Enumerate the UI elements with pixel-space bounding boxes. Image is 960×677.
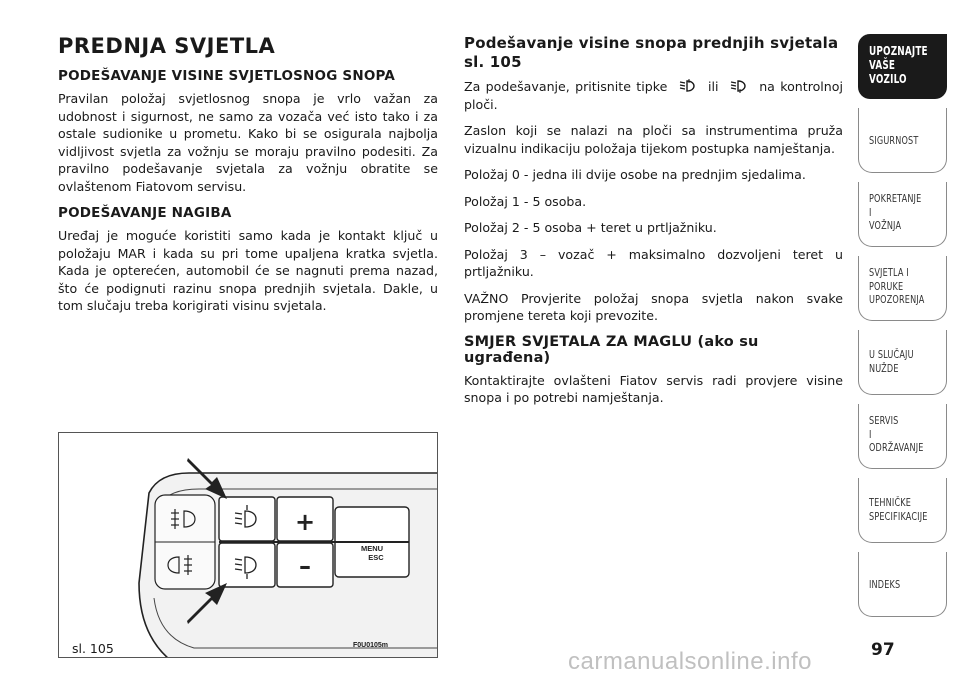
tab-tehnicke-specifikacije[interactable]: TEHNIČKE SPECIFIKACIJE [858,478,947,543]
position-3: Položaj 3 – vozač + maksimalno dozvoljeni teret u prtljažniku. [464,246,843,279]
esc-label: ESC [368,553,384,562]
tab-sigurnost[interactable]: SIGURNOST [858,108,947,173]
plus-label: + [294,508,316,536]
tab-pokretanje-i-voznja[interactable]: POKRETANJE I VOŽNJA [858,182,947,247]
tab-servis-i-odrzavanje[interactable]: SERVIS I ODRŽAVANJE [858,404,947,469]
position-0: Položaj 0 - jedna ili dvije osobe na prednjim sjedalima. [464,167,806,182]
tab-svjetla-poruke-upozorenja[interactable]: SVJETLA I PORUKE UPOZORENJA [858,256,947,321]
section-heading-tilt: PODEŠAVANJE NAGIBA [58,205,232,221]
tab-upoznajte-vase-vozilo[interactable]: UPOZNAJTE VAŠE VOZILO [858,34,947,99]
headlight-down-button[interactable] [219,543,275,587]
beam-height-paragraph: Pravilan položaj svjetlosnog snopa je vrlo važan za udobnost i sigurnost, ne samo za vozača već isto tako i za ostale sudionike u prometu. Kako bi se osigurala najbolja vidljivost svjetla za vožnju se moraju pravilno podesiti. Za pravilno podešavanje svjetala za vožnju obratite se ovlaštenom Fiatovom servisu. [58,91,438,194]
section-heading-beam-height: PODEŠAVANJE VISINE SVJETLOSNOG SNOPA [58,68,396,84]
subsection-heading-adjust: Podešavanje visine snopa prednjih svjetala sl. 105 [464,34,839,71]
figure-caption: sl. 105 [72,641,114,656]
headlight-up-icon [677,79,699,93]
right-column [464,34,843,417]
figure-code: F0U0105m [353,642,389,649]
chapter-tabs [858,34,947,626]
headlight-up-button[interactable] [219,497,275,541]
menu-label: MENU [360,544,384,553]
section-heading-fog-lights: SMJER SVJETALA ZA MAGLU (ako su ugrađena) [464,333,759,366]
control-panel-illustration [59,433,438,658]
fog-lights-paragraph: Kontaktirajte ovlašteni Fiatov servis radi provjere visine snopa i po potrebi namještanja. [464,372,843,405]
tab-indeks[interactable]: INDEKS [858,552,947,617]
figure-105 [58,432,438,658]
adjust-instruction: Za podešavanje, pritisnite tipke ili na kontrolnoj ploči. [464,79,843,112]
minus-label: – [299,552,311,580]
display-paragraph: Zaslon koji se nalazi na ploči sa instrumentima pruža vizualnu indikaciju položaja tijekom postupka namještanja. [464,123,843,156]
watermark: carmanualsonline.info [568,648,812,675]
position-2: Položaj 2 - 5 osoba + teret u prtljažniku. [464,220,717,235]
tab-u-slucaju-nuzde[interactable]: U SLUČAJU NUŽDE [858,330,947,395]
left-column [58,34,438,325]
position-1: Položaj 1 - 5 osoba. [464,193,587,209]
important-note: VAŽNO Provjerite položaj snopa svjetla nakon svake promjene tereta koji prevozite. [464,290,843,323]
page-number: 97 [871,640,895,660]
tilt-paragraph: Uređaj je moguće koristiti samo kada je kontakt ključ u položaju MAR i kada su pri tome upaljena kratka svjetla. Kada je opterećen, automobil će se nagnuti prema nazad, što će podignuti razinu snopa prednjih svjetala. Dakle, u tom slučaju treba korigirati visinu svjetala. [58,228,438,313]
headlight-down-icon [728,79,750,93]
page-title: PREDNJA SVJETLA [58,34,276,58]
